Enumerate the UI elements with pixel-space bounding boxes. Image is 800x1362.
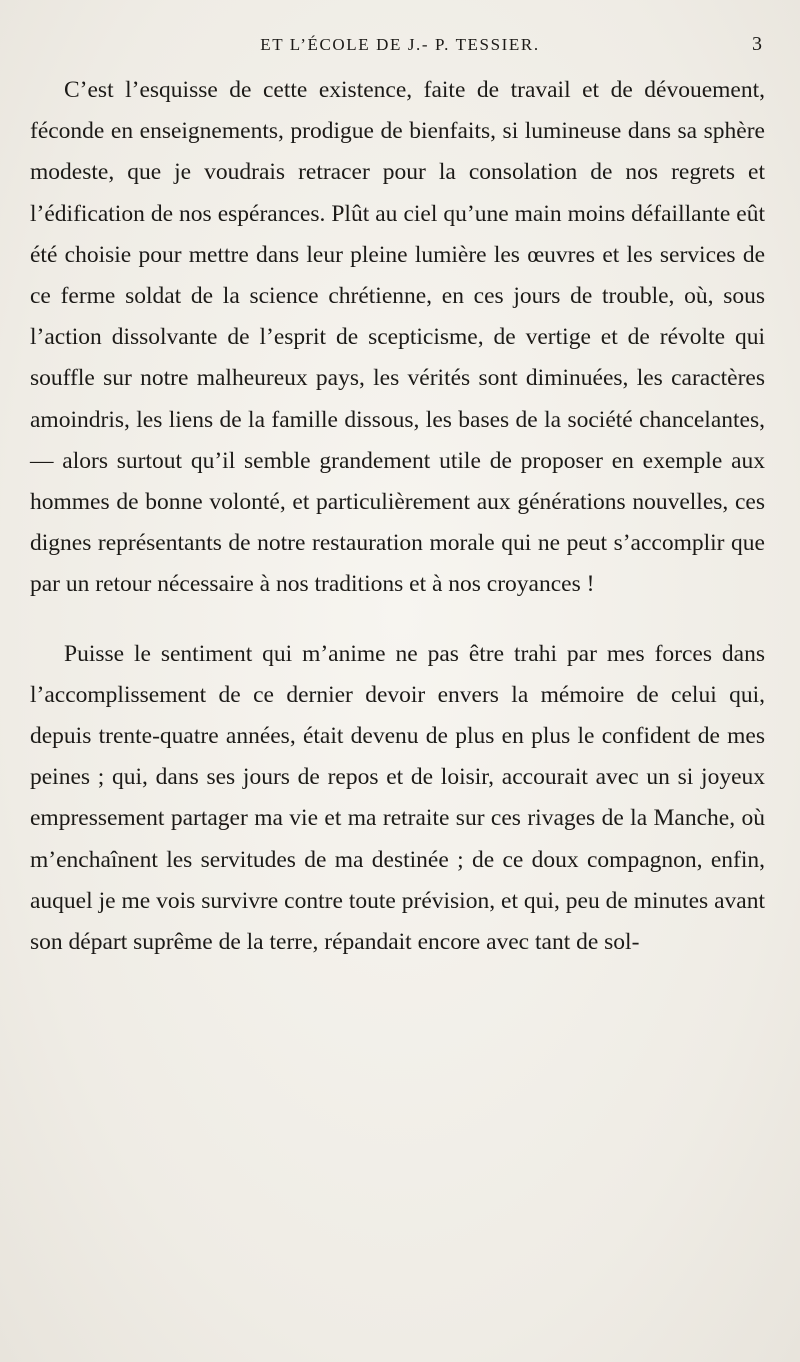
running-head: ET L’ÉCOLE DE J.- P. TESSIER. [260, 35, 540, 54]
paragraph-1: C’est l’esquisse de cette existence, faite de travail et de dévouement, féconde en enseignements, prodigue de bienfaits, si lumineuse dans sa sphère modeste, que je voudrais retracer pour la consolation de nos regrets et l’édification de nos espérances. Plût au ciel qu’une main moins défaillante eût été choisie pour mettre dans leur pleine lumière les œuvres et les services de ce ferme soldat de la science chrétienne, en ces jours de trouble, où, sous l’action dissolvante de l’esprit de scepticisme, de vertige et de révolte qui souffle sur notre malheureux pays, les vérités sont diminuées, les caractères amoindris, les liens de la famille dissous, les bases de la société chancelantes, — alors surtout qu’il semble grandement utile de proposer en exemple aux hommes de bonne volonté, et particulièrement aux générations nouvelles, ces dignes représentants de notre restauration morale qui ne peut s’accomplir que par un retour nécessaire à nos traditions et à nos croyances ! [30, 77, 765, 598]
paragraph-2: Puisse le sentiment qui m’anime ne pas être trahi par mes forces dans l’accomplissement de ce dernier devoir envers la mémoire de celui qui, depuis trente-quatre années, était devenu de plus en plus le confident de mes peines ; qui, dans ses jours de repos et de loisir, accourait avec un si joyeux empressement partager ma vie et ma retraite sur ces rivages de la Manche, où m’enchaînent les servitudes de ma destinée ; de ce doux compagnon, enfin, auquel je me vois survivre contre toute prévision, et qui, peu de minutes avant son départ suprême de la terre, répandait encore avec tant de sol- [30, 640, 765, 956]
body-text [30, 70, 765, 963]
page-header [0, 30, 800, 60]
page-number: 3 [752, 33, 762, 55]
